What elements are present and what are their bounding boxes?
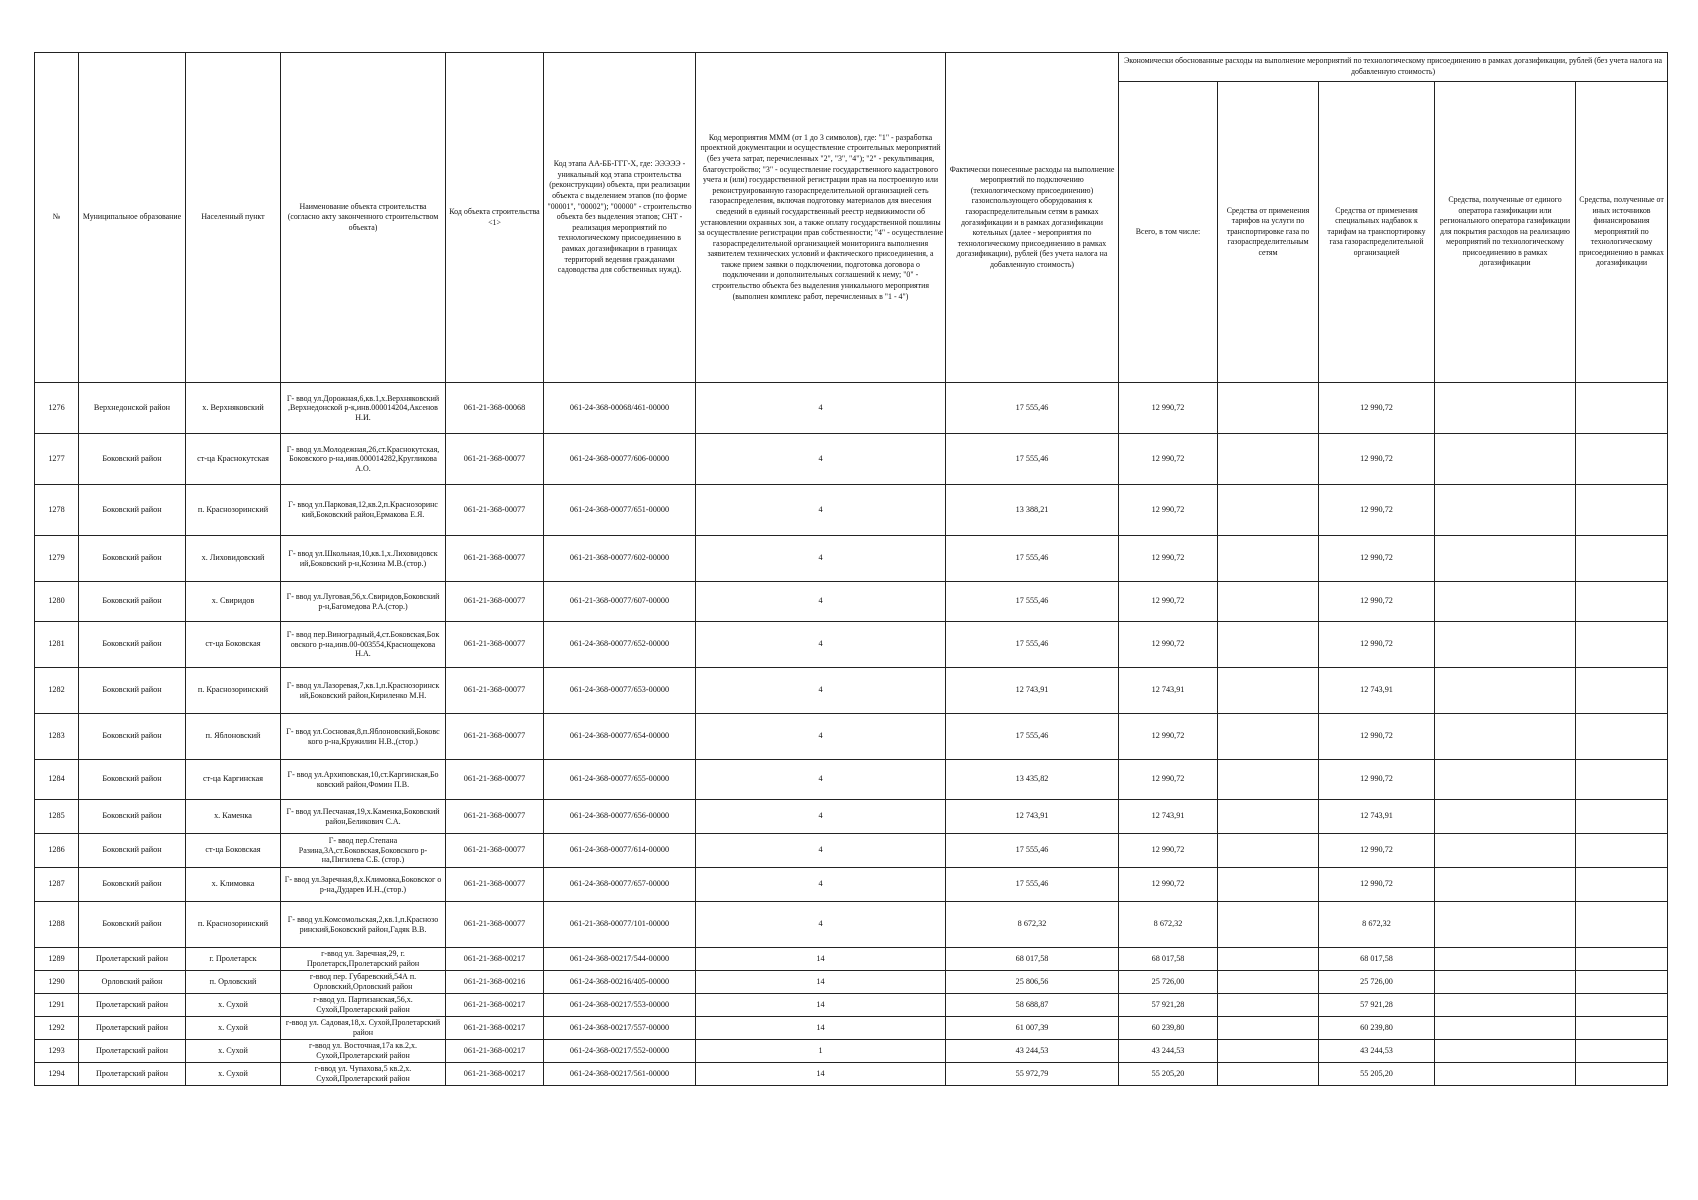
tariffs-cell: [1218, 383, 1319, 434]
settlement-cell: г. Пролетарск: [186, 948, 281, 971]
municipality-cell: Боковский район: [79, 714, 186, 760]
actual-costs-cell: 12 743,91: [946, 668, 1119, 714]
total-cell: 68 017,58: [1119, 948, 1218, 971]
row-number: 1287: [35, 868, 79, 902]
header-stage-code: Код этапа АА-ББ-ГГГ-Х, где: ЭЭЭЭЭ - уникальный код этапа строительства (реконструкции) объекта, при реализации объекта с выделением этапов (по форме "00001", "00002"); "00000" - строительство объекта без выделения этапов; СНТ - реализация мероприятий по технологическому присоединению в рамках догазификации в границах территорий ведения гражданами садоводства для собственных нужд).: [544, 53, 696, 383]
header-event-code: Код мероприятия МММ (от 1 до 3 символов), где: "1" - разработка проектной документации и осуществление строительных мероприятий (без учета затрат, перечисленных "2", "3", "4"); "2" - рекультивация, благоустройство; "3" - осуществление государственного кадастрового учета и (или) государственной регистрации прав на построенную или реконструированную газораспределительной организацией сеть газораспределения, включая подготовку материалов для внесения сведений в единый государственный реестр недвижимости об установлении охранных зон, а также оплату государственной пошлины за осуществление регистрации прав собственности; "4" - осуществление газораспределительной организацией мониторинга выполнения заявителем технических условий и фактического присоединения, а также прием заявки о подключении, подготовка договора о подключении и дополнительных соглашений к нему; "0" - строительство объекта без выделения уникального мероприятия (выполнен комплекс работ, перечисленных в "1 - 4"): [696, 53, 946, 383]
row-number: 1293: [35, 1040, 79, 1063]
object-name-cell: Г- ввод ул.Песчаная,19,х.Каменка,Боковский район,Беликович С.А.: [281, 800, 446, 834]
municipality-cell: Боковский район: [79, 760, 186, 800]
settlement-cell: ст-ца Каргинская: [186, 760, 281, 800]
municipality-cell: Боковский район: [79, 800, 186, 834]
actual-costs-cell: 17 555,46: [946, 536, 1119, 582]
stage-code-cell: 061-24-368-00077/651-00000: [544, 485, 696, 536]
table-row: [35, 800, 1668, 834]
total-cell: 12 990,72: [1119, 383, 1218, 434]
actual-costs-cell: 43 244,53: [946, 1040, 1119, 1063]
header-num: №: [35, 53, 79, 383]
municipality-cell: Боковский район: [79, 536, 186, 582]
header-econ-group: Экономически обоснованные расходы на выполнение мероприятий по технологическому присоединению в рамках догазификации, рублей (без учета налога на добавленную стоимость): [1119, 53, 1668, 82]
table-row: [35, 383, 1668, 434]
object-name-cell: Г- ввод пер.Виноградный,4,ст.Боковская,Бок овского р-на,инв.00-003554,Краснощекова Н.А.: [281, 622, 446, 668]
event-code-cell: 14: [696, 1063, 946, 1086]
row-number: 1279: [35, 536, 79, 582]
stage-code-cell: 061-24-368-00077/656-00000: [544, 800, 696, 834]
row-number: 1292: [35, 1017, 79, 1040]
stage-code-cell: 061-24-368-00217/557-00000: [544, 1017, 696, 1040]
table-body: [35, 383, 1668, 1086]
operator-cell: [1435, 902, 1576, 948]
surcharge-cell: 12 990,72: [1319, 536, 1435, 582]
object-name-cell: Г- ввод ул.Луговая,56,х.Свиридов,Боковский р-н,Багомедова Р.А.(стор.): [281, 582, 446, 622]
municipality-cell: Боковский район: [79, 668, 186, 714]
stage-code-cell: 061-24-368-00077/652-00000: [544, 622, 696, 668]
actual-costs-cell: 61 007,39: [946, 1017, 1119, 1040]
surcharge-cell: 12 743,91: [1319, 800, 1435, 834]
tariffs-cell: [1218, 536, 1319, 582]
tariffs-cell: [1218, 622, 1319, 668]
stage-code-cell: 061-24-368-00077/654-00000: [544, 714, 696, 760]
surcharge-cell: 12 743,91: [1319, 668, 1435, 714]
header-object-code: Код объекта строительства <1>: [446, 53, 544, 383]
table-row: [35, 1063, 1668, 1086]
stage-code-cell: 061-24-368-00217/553-00000: [544, 994, 696, 1017]
event-code-cell: 14: [696, 994, 946, 1017]
tariffs-cell: [1218, 668, 1319, 714]
object-code-cell: 061-21-368-00077: [446, 434, 544, 485]
operator-cell: [1435, 800, 1576, 834]
table-row: [35, 902, 1668, 948]
header-object-name: Наименование объекта строительства (согласно акту законченного строительством объекта): [281, 53, 446, 383]
settlement-cell: х. Сухой: [186, 1040, 281, 1063]
tariffs-cell: [1218, 582, 1319, 622]
table-row: [35, 868, 1668, 902]
tariffs-cell: [1218, 971, 1319, 994]
object-name-cell: г-ввод ул. Заречная,29, г. Пролетарск,Пролетарский район: [281, 948, 446, 971]
header-surcharge: Средства от применения специальных надбавок к тарифам на транспортировку газа газораспределительной организацией: [1319, 82, 1435, 383]
operator-cell: [1435, 622, 1576, 668]
tariffs-cell: [1218, 1063, 1319, 1086]
object-name-cell: Г- ввод ул.Парковая,12,кв.2,п.Краснозоринс кий,Боковский район,Ермакова Е.Я.: [281, 485, 446, 536]
settlement-cell: п. Краснозоринский: [186, 902, 281, 948]
operator-cell: [1435, 994, 1576, 1017]
actual-costs-cell: 13 435,82: [946, 760, 1119, 800]
settlement-cell: х. Каменка: [186, 800, 281, 834]
actual-costs-cell: 17 555,46: [946, 714, 1119, 760]
actual-costs-cell: 13 388,21: [946, 485, 1119, 536]
header-total: Всего, в том числе:: [1119, 82, 1218, 383]
table-row: [35, 668, 1668, 714]
other-cell: [1576, 1017, 1668, 1040]
object-code-cell: 061-21-368-00077: [446, 582, 544, 622]
row-number: 1284: [35, 760, 79, 800]
municipality-cell: Пролетарский район: [79, 994, 186, 1017]
object-name-cell: Г- ввод ул.Лазоревая,7,кв.1,п.Краснозоринск ий,Боковский район,Кириленко М.Н.: [281, 668, 446, 714]
stage-code-cell: 061-21-368-00077/101-00000: [544, 902, 696, 948]
object-code-cell: 061-21-368-00077: [446, 868, 544, 902]
other-cell: [1576, 485, 1668, 536]
settlement-cell: х. Свиридов: [186, 582, 281, 622]
stage-code-cell: 061-24-368-00077/653-00000: [544, 668, 696, 714]
total-cell: 12 990,72: [1119, 434, 1218, 485]
other-cell: [1576, 714, 1668, 760]
settlement-cell: х. Верхняковский: [186, 383, 281, 434]
total-cell: 12 990,72: [1119, 760, 1218, 800]
tariffs-cell: [1218, 1017, 1319, 1040]
actual-costs-cell: 17 555,46: [946, 868, 1119, 902]
total-cell: 12 743,91: [1119, 800, 1218, 834]
surcharge-cell: 12 990,72: [1319, 760, 1435, 800]
other-cell: [1576, 800, 1668, 834]
other-cell: [1576, 622, 1668, 668]
event-code-cell: 4: [696, 868, 946, 902]
row-number: 1283: [35, 714, 79, 760]
header-municipality: Муниципальное образование: [79, 53, 186, 383]
dogazification-costs-table: [34, 52, 1668, 1086]
actual-costs-cell: 17 555,46: [946, 622, 1119, 668]
object-code-cell: 061-21-368-00068: [446, 383, 544, 434]
settlement-cell: ст-ца Боковская: [186, 622, 281, 668]
other-cell: [1576, 383, 1668, 434]
total-cell: 25 726,00: [1119, 971, 1218, 994]
other-cell: [1576, 668, 1668, 714]
event-code-cell: 4: [696, 582, 946, 622]
object-name-cell: г-ввод пер. Губаревский,54А п. Орловский,Орловский район: [281, 971, 446, 994]
other-cell: [1576, 902, 1668, 948]
total-cell: 12 990,72: [1119, 485, 1218, 536]
other-cell: [1576, 760, 1668, 800]
surcharge-cell: 12 990,72: [1319, 834, 1435, 868]
total-cell: 12 990,72: [1119, 714, 1218, 760]
stage-code-cell: 061-21-368-00077/602-00000: [544, 536, 696, 582]
municipality-cell: Пролетарский район: [79, 1063, 186, 1086]
surcharge-cell: 12 990,72: [1319, 582, 1435, 622]
other-cell: [1576, 994, 1668, 1017]
municipality-cell: Боковский район: [79, 582, 186, 622]
row-number: 1282: [35, 668, 79, 714]
stage-code-cell: 061-24-368-00077/614-00000: [544, 834, 696, 868]
total-cell: 43 244,53: [1119, 1040, 1218, 1063]
other-cell: [1576, 971, 1668, 994]
object-code-cell: 061-21-368-00077: [446, 668, 544, 714]
other-cell: [1576, 536, 1668, 582]
table-row: [35, 1017, 1668, 1040]
surcharge-cell: 12 990,72: [1319, 383, 1435, 434]
object-name-cell: г-ввод ул. Восточная,17а кв.2,х. Сухой,Пролетарский район: [281, 1040, 446, 1063]
tariffs-cell: [1218, 714, 1319, 760]
tariffs-cell: [1218, 834, 1319, 868]
surcharge-cell: 60 239,80: [1319, 1017, 1435, 1040]
operator-cell: [1435, 1063, 1576, 1086]
object-name-cell: Г- ввод ул.Сосновая,8,п.Яблоновский,Боковс кого р-на,Кружилин Н.В.,(стор.): [281, 714, 446, 760]
tariffs-cell: [1218, 902, 1319, 948]
stage-code-cell: 061-24-368-00217/544-00000: [544, 948, 696, 971]
tariffs-cell: [1218, 994, 1319, 1017]
operator-cell: [1435, 971, 1576, 994]
object-name-cell: Г- ввод ул.Архиповская,10,ст.Каргинская,Бо ковский район,Фомин П.В.: [281, 760, 446, 800]
object-code-cell: 061-21-368-00217: [446, 948, 544, 971]
settlement-cell: п. Краснозоринский: [186, 485, 281, 536]
operator-cell: [1435, 536, 1576, 582]
table-row: [35, 485, 1668, 536]
object-name-cell: Г- ввод ул.Комсомольская,2,кв.1,п.Краснозо ринский,Боковский район,Гадяк В.В.: [281, 902, 446, 948]
actual-costs-cell: 68 017,58: [946, 948, 1119, 971]
object-code-cell: 061-21-368-00077: [446, 834, 544, 868]
total-cell: 57 921,28: [1119, 994, 1218, 1017]
actual-costs-cell: 17 555,46: [946, 834, 1119, 868]
other-cell: [1576, 948, 1668, 971]
operator-cell: [1435, 1017, 1576, 1040]
event-code-cell: 4: [696, 760, 946, 800]
table-row: [35, 536, 1668, 582]
actual-costs-cell: 55 972,79: [946, 1063, 1119, 1086]
settlement-cell: п. Краснозоринский: [186, 668, 281, 714]
row-number: 1286: [35, 834, 79, 868]
table-row: [35, 994, 1668, 1017]
object-code-cell: 061-21-368-00077: [446, 902, 544, 948]
municipality-cell: Боковский район: [79, 622, 186, 668]
surcharge-cell: 57 921,28: [1319, 994, 1435, 1017]
header-settlement: Населенный пункт: [186, 53, 281, 383]
settlement-cell: х. Климовка: [186, 868, 281, 902]
municipality-cell: Пролетарский район: [79, 1040, 186, 1063]
operator-cell: [1435, 834, 1576, 868]
header-tariffs: Средства от применения тарифов на услуги по транспортировке газа по газораспределительным сетям: [1218, 82, 1319, 383]
total-cell: 12 743,91: [1119, 668, 1218, 714]
object-code-cell: 061-21-368-00217: [446, 994, 544, 1017]
object-name-cell: г-ввод ул. Чупахова,5 кв.2,х. Сухой,Пролетарский район: [281, 1063, 446, 1086]
object-code-cell: 061-21-368-00077: [446, 485, 544, 536]
row-number: 1277: [35, 434, 79, 485]
event-code-cell: 14: [696, 1017, 946, 1040]
table-row: [35, 834, 1668, 868]
settlement-cell: ст-ца Боковская: [186, 834, 281, 868]
surcharge-cell: 8 672,32: [1319, 902, 1435, 948]
operator-cell: [1435, 714, 1576, 760]
header-operator: Средства, полученные от единого оператора газификации или регионального оператора газификации для покрытия расходов на реализацию мероприятий по технологическому присоединению в рамках догазификации: [1435, 82, 1576, 383]
stage-code-cell: 061-24-368-00077/606-00000: [544, 434, 696, 485]
object-code-cell: 061-21-368-00217: [446, 1063, 544, 1086]
report-sheet: [34, 52, 1667, 1086]
actual-costs-cell: 17 555,46: [946, 434, 1119, 485]
row-number: 1288: [35, 902, 79, 948]
event-code-cell: 4: [696, 434, 946, 485]
surcharge-cell: 12 990,72: [1319, 714, 1435, 760]
settlement-cell: х. Сухой: [186, 1063, 281, 1086]
municipality-cell: Боковский район: [79, 434, 186, 485]
municipality-cell: Верхнедонской район: [79, 383, 186, 434]
row-number: 1290: [35, 971, 79, 994]
header-actual-costs: Фактически понесенные расходы на выполнение мероприятий по подключению (технологическому присоединению) газоиспользующего оборудования к газораспределительным сетям в рамках догазификации и в рамках догазификации котельных (далее - мероприятия по технологическому присоединению в рамках догазификации), рублей (без учета налога на добавленную стоимость): [946, 53, 1119, 383]
settlement-cell: х. Лиховидовский: [186, 536, 281, 582]
surcharge-cell: 12 990,72: [1319, 622, 1435, 668]
object-code-cell: 061-21-368-00077: [446, 800, 544, 834]
event-code-cell: 4: [696, 536, 946, 582]
actual-costs-cell: 58 688,87: [946, 994, 1119, 1017]
object-name-cell: г-ввод ул. Садовая,18,х. Сухой,Пролетарский район: [281, 1017, 446, 1040]
tariffs-cell: [1218, 800, 1319, 834]
object-code-cell: 061-21-368-00077: [446, 536, 544, 582]
municipality-cell: Орловский район: [79, 971, 186, 994]
total-cell: 60 239,80: [1119, 1017, 1218, 1040]
header-other: Средства, полученные от иных источников финансирования мероприятий по технологическому присоединению в рамках догазификации: [1576, 82, 1668, 383]
tariffs-cell: [1218, 868, 1319, 902]
row-number: 1276: [35, 383, 79, 434]
total-cell: 12 990,72: [1119, 622, 1218, 668]
surcharge-cell: 12 990,72: [1319, 485, 1435, 536]
event-code-cell: 4: [696, 834, 946, 868]
object-name-cell: Г- ввод ул.Молодежная,26,ст.Краснокутская, Боковского р-на,инв.000014282,Кругликова А.О.: [281, 434, 446, 485]
other-cell: [1576, 434, 1668, 485]
tariffs-cell: [1218, 948, 1319, 971]
table-row: [35, 434, 1668, 485]
table-row: [35, 1040, 1668, 1063]
other-cell: [1576, 1063, 1668, 1086]
row-number: 1278: [35, 485, 79, 536]
object-code-cell: 061-21-368-00217: [446, 1040, 544, 1063]
table-row: [35, 948, 1668, 971]
row-number: 1289: [35, 948, 79, 971]
other-cell: [1576, 868, 1668, 902]
event-code-cell: 4: [696, 383, 946, 434]
tariffs-cell: [1218, 1040, 1319, 1063]
total-cell: 12 990,72: [1119, 582, 1218, 622]
stage-code-cell: 061-24-368-00077/655-00000: [544, 760, 696, 800]
object-name-cell: г-ввод ул. Партизанская,56,х. Сухой,Пролетарский район: [281, 994, 446, 1017]
settlement-cell: п. Орловский: [186, 971, 281, 994]
event-code-cell: 4: [696, 668, 946, 714]
event-code-cell: 1: [696, 1040, 946, 1063]
actual-costs-cell: 17 555,46: [946, 383, 1119, 434]
tariffs-cell: [1218, 760, 1319, 800]
surcharge-cell: 68 017,58: [1319, 948, 1435, 971]
table-row: [35, 622, 1668, 668]
stage-code-cell: 061-21-368-00077/607-00000: [544, 582, 696, 622]
actual-costs-cell: 17 555,46: [946, 582, 1119, 622]
object-name-cell: Г- ввод пер.Степана Разина,3А,ст.Боковская,Боковского р-на,Пигилева С.Б. (стор.): [281, 834, 446, 868]
surcharge-cell: 12 990,72: [1319, 434, 1435, 485]
actual-costs-cell: 25 806,56: [946, 971, 1119, 994]
operator-cell: [1435, 668, 1576, 714]
actual-costs-cell: 8 672,32: [946, 902, 1119, 948]
total-cell: 55 205,20: [1119, 1063, 1218, 1086]
table-row: [35, 760, 1668, 800]
table-row: [35, 971, 1668, 994]
settlement-cell: п. Яблоновский: [186, 714, 281, 760]
settlement-cell: х. Сухой: [186, 1017, 281, 1040]
operator-cell: [1435, 383, 1576, 434]
row-number: 1291: [35, 994, 79, 1017]
total-cell: 12 990,72: [1119, 834, 1218, 868]
operator-cell: [1435, 485, 1576, 536]
actual-costs-cell: 12 743,91: [946, 800, 1119, 834]
stage-code-cell: 061-24-368-00216/405-00000: [544, 971, 696, 994]
operator-cell: [1435, 1040, 1576, 1063]
event-code-cell: 14: [696, 971, 946, 994]
event-code-cell: 14: [696, 948, 946, 971]
object-code-cell: 061-21-368-00216: [446, 971, 544, 994]
settlement-cell: ст-ца Краснокутская: [186, 434, 281, 485]
object-name-cell: Г- ввод ул.Школьная,10,кв.1,х.Лиховидовск ий,Боковский р-н,Козина М.В.(стор.): [281, 536, 446, 582]
stage-code-cell: 061-24-368-00077/657-00000: [544, 868, 696, 902]
operator-cell: [1435, 760, 1576, 800]
municipality-cell: Боковский район: [79, 485, 186, 536]
total-cell: 8 672,32: [1119, 902, 1218, 948]
tariffs-cell: [1218, 485, 1319, 536]
stage-code-cell: 061-24-368-00068/461-00000: [544, 383, 696, 434]
operator-cell: [1435, 868, 1576, 902]
operator-cell: [1435, 434, 1576, 485]
settlement-cell: х. Сухой: [186, 994, 281, 1017]
surcharge-cell: 12 990,72: [1319, 868, 1435, 902]
stage-code-cell: 061-24-368-00217/561-00000: [544, 1063, 696, 1086]
row-number: 1281: [35, 622, 79, 668]
other-cell: [1576, 834, 1668, 868]
surcharge-cell: 43 244,53: [1319, 1040, 1435, 1063]
stage-code-cell: 061-24-368-00217/552-00000: [544, 1040, 696, 1063]
table-row: [35, 582, 1668, 622]
surcharge-cell: 55 205,20: [1319, 1063, 1435, 1086]
row-number: 1285: [35, 800, 79, 834]
municipality-cell: Боковский район: [79, 902, 186, 948]
municipality-cell: Пролетарский район: [79, 1017, 186, 1040]
tariffs-cell: [1218, 434, 1319, 485]
total-cell: 12 990,72: [1119, 536, 1218, 582]
event-code-cell: 4: [696, 902, 946, 948]
event-code-cell: 4: [696, 622, 946, 668]
row-number: 1280: [35, 582, 79, 622]
other-cell: [1576, 582, 1668, 622]
total-cell: 12 990,72: [1119, 868, 1218, 902]
row-number: 1294: [35, 1063, 79, 1086]
municipality-cell: Боковский район: [79, 868, 186, 902]
operator-cell: [1435, 582, 1576, 622]
object-code-cell: 061-21-368-00077: [446, 760, 544, 800]
operator-cell: [1435, 948, 1576, 971]
surcharge-cell: 25 726,00: [1319, 971, 1435, 994]
object-code-cell: 061-21-368-00217: [446, 1017, 544, 1040]
object-name-cell: Г- ввод ул.Дорожная,6,кв.1,х.Верхняковский ,Верхнедонской р-к,инв.000014204,Аксенов Н.И.: [281, 383, 446, 434]
municipality-cell: Боковский район: [79, 834, 186, 868]
event-code-cell: 4: [696, 485, 946, 536]
object-code-cell: 061-21-368-00077: [446, 714, 544, 760]
object-code-cell: 061-21-368-00077: [446, 622, 544, 668]
table-row: [35, 714, 1668, 760]
other-cell: [1576, 1040, 1668, 1063]
event-code-cell: 4: [696, 800, 946, 834]
object-name-cell: Г- ввод ул.Заречная,8,х.Климовка,Боковског о р-на,Дударев И.Н.,(стор.): [281, 868, 446, 902]
event-code-cell: 4: [696, 714, 946, 760]
municipality-cell: Пролетарский район: [79, 948, 186, 971]
header-row-1: [35, 53, 1668, 82]
